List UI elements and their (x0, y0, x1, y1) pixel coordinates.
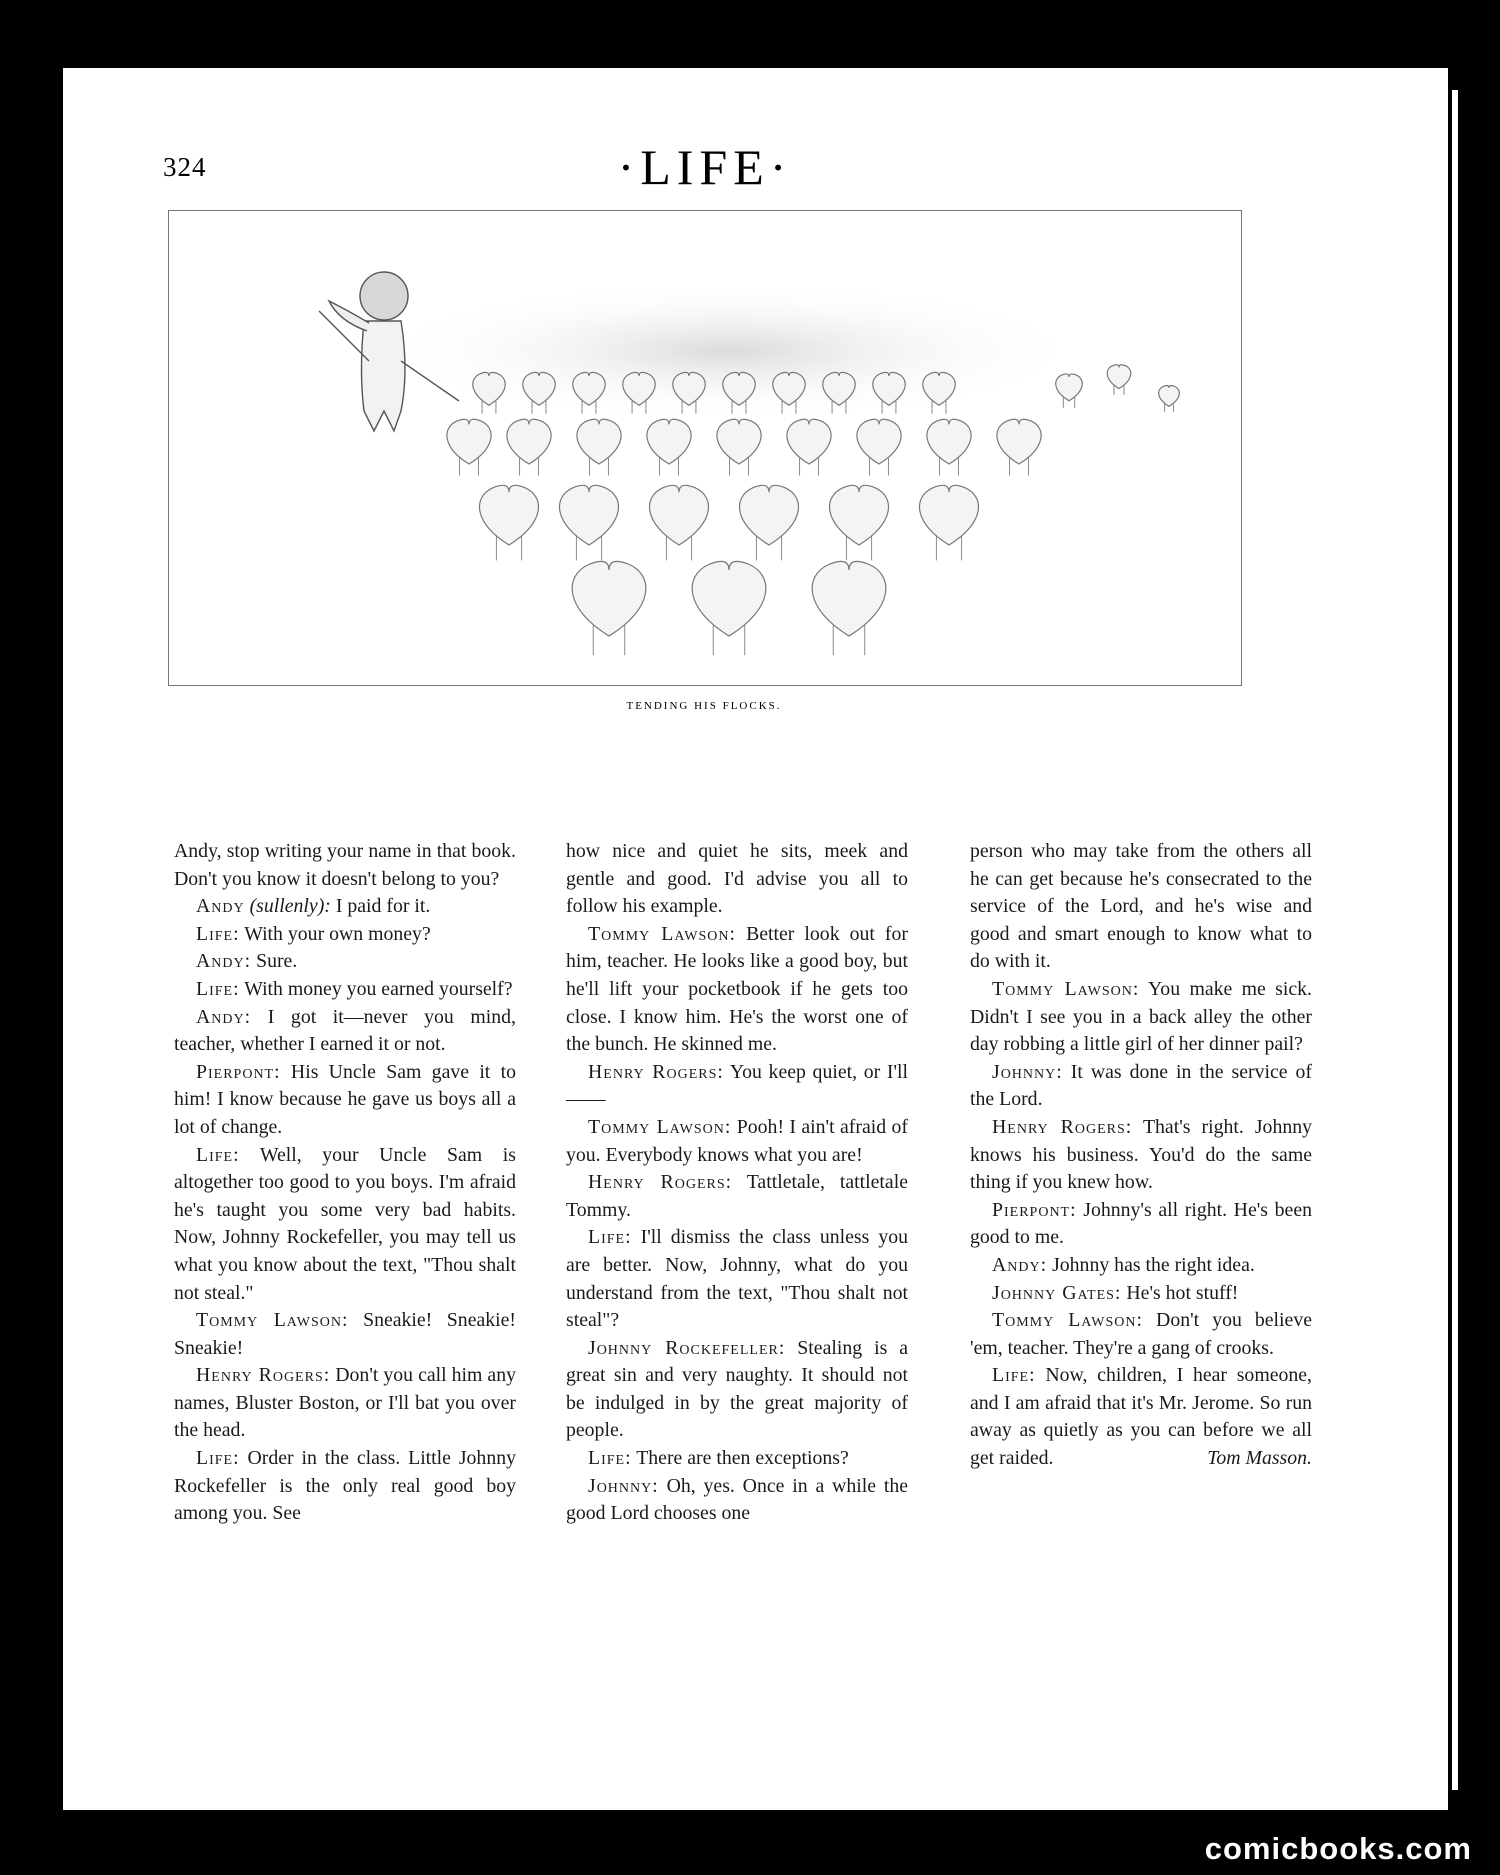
dialogue-text: Well, your Uncle Sam is altogether too good to you boys. I'm afraid he's taught you some very bad habits. Now, Johnny Rockefeller, you may tell us what you know about the text, "Thou shalt not steal." (174, 1143, 516, 1304)
speaker-name: Tommy Lawson: (992, 1309, 1144, 1332)
dialogue-text: Sure. (256, 950, 298, 973)
dialogue-text: It was done in the service of the Lord. (970, 1060, 1313, 1111)
spade-sheep (1056, 374, 1083, 401)
dialogue-paragraph (566, 1445, 908, 1473)
speaker-name: Johnny Rockefeller: (588, 1336, 786, 1359)
spade-sheep (920, 485, 979, 545)
spade-sheep (1107, 365, 1131, 389)
speaker-name: Johnny: (588, 1474, 659, 1497)
speaker-name: Life: (196, 977, 240, 1000)
speaker-name: Life: (196, 1447, 240, 1470)
illustration-tending-flocks (168, 210, 1242, 686)
dialogue-text: I paid for it. (335, 895, 431, 918)
dialogue-text: His Uncle Sam gave it to him! I know because he gave us boys all a lot of change. (174, 1060, 516, 1138)
dialogue-paragraph (566, 921, 908, 1059)
dialogue-text: Andy, stop writing your name in that book. Don't you know it doesn't belong to you? (174, 840, 516, 890)
spade-sheep (740, 485, 799, 545)
dialogue-paragraph (970, 1362, 1312, 1472)
dialogue-paragraph (970, 1252, 1312, 1280)
spade-sheep (692, 561, 766, 636)
dialogue-text: person who may take from the others all he can get because he's consecrated to the service of the Lord, and he's wise and good and smart enough to know what to do with it. (970, 840, 1312, 973)
speaker-name: Pierpont: (196, 1060, 281, 1083)
author-signature: Tom Masson. (1207, 1447, 1312, 1470)
dialogue-text: I got it—never you mind, teacher, whether I earned it or not. (174, 1005, 516, 1056)
dialogue-paragraph (970, 838, 1312, 976)
spade-sheep (647, 419, 691, 464)
speaker-name: Andy: (196, 1005, 252, 1028)
speaker-name: Life: (196, 922, 240, 945)
dialogue-paragraph (970, 1280, 1312, 1308)
spade-sheep (830, 485, 889, 545)
dialogue-paragraph (566, 1169, 908, 1224)
dialogue-text: You make me sick. Didn't I see you in a back alley the other day robbing a little girl of her dinner pail? (970, 977, 1312, 1056)
speaker-name: Tommy Lawson: (588, 1115, 732, 1138)
speaker-name: Andy (196, 895, 245, 918)
speaker-name: Life: (588, 1447, 632, 1470)
dialogue-text: There are then exceptions? (636, 1447, 849, 1470)
speaker-name: Johnny: (992, 1060, 1063, 1083)
dialogue-paragraph (174, 1004, 516, 1059)
spade-sheep (857, 419, 901, 464)
spade-sheep (787, 419, 831, 464)
dialogue-text: Now, children, I hear someone, and I am afraid that it's Mr. Jerome. So run away as quietly as you can before we all get raided. (970, 1364, 1312, 1470)
dialogue-text: Better look out for him, teacher. He looks like a good boy, but he'll lift your pocketbook if he gets too close. I know him. He's the worst one of the bunch. He skinned me. (566, 922, 908, 1056)
article-column-2 (566, 838, 908, 1528)
dialogue-text: Johnny's all right. He's been good to me. (970, 1198, 1312, 1249)
speaker-name: Andy: (196, 950, 252, 973)
speaker-name: Tommy Lawson: (588, 922, 737, 945)
dialogue-paragraph (970, 976, 1312, 1059)
page-number: 324 (163, 152, 207, 182)
dialogue-paragraph (566, 1224, 908, 1334)
page-spine (1452, 90, 1458, 1790)
speaker-name: Henry Rogers: (588, 1171, 733, 1194)
speaker-name: Tommy Lawson: (992, 977, 1140, 1000)
speaker-name: Life: (196, 1143, 240, 1166)
spade-sheep (572, 561, 646, 636)
dialogue-text: Pooh! I ain't afraid of you. Everybody knows what you are! (566, 1115, 908, 1166)
speaker-name: Tommy Lawson: (196, 1309, 349, 1332)
dialogue-paragraph (566, 1335, 908, 1445)
dialogue-text: Order in the class. Little Johnny Rockefeller is the only real good boy among you. See (174, 1447, 516, 1525)
speaker-name: Henry Rogers: (196, 1364, 331, 1387)
dialogue-paragraph (566, 1473, 908, 1528)
dialogue-paragraph (174, 893, 516, 921)
article-column-3 (970, 838, 1312, 1473)
stage-direction: (sullenly): (249, 895, 331, 918)
hazy-sky (369, 281, 1089, 421)
dialogue-paragraph (174, 838, 516, 893)
dialogue-text: how nice and quiet he sits, meek and gentle and good. I'd advise you all to follow his example. (566, 840, 908, 918)
spade-sheep (1159, 386, 1180, 407)
speaker-name: Henry Rogers: (588, 1060, 724, 1083)
dialogue-text: Tattletale, tattletale Tommy. (566, 1171, 908, 1221)
speaker-name: Andy: (992, 1253, 1048, 1276)
dialogue-text: Don't you call him any names, Bluster Boston, or I'll bat you over the head. (174, 1364, 516, 1442)
dialogue-paragraph (566, 838, 908, 921)
illustration-caption: TENDING HIS FLOCKS. (626, 700, 782, 712)
dialogue-paragraph (566, 1114, 908, 1169)
article-columns (174, 838, 1320, 1658)
dialogue-paragraph (174, 921, 516, 949)
dialogue-paragraph (566, 1059, 908, 1114)
dialogue-paragraph (174, 1362, 516, 1445)
speaker-name: Pierpont: (992, 1198, 1077, 1221)
spade-sheep (577, 419, 621, 464)
spade-sheep (650, 485, 709, 545)
dialogue-text: That's right. Johnny knows his business. You'd do the same thing if you knew how. (970, 1115, 1313, 1194)
spade-sheep (507, 419, 551, 464)
dialogue-paragraph (174, 1445, 516, 1528)
speaker-name: Life: (588, 1226, 632, 1249)
dialogue-paragraph (970, 1114, 1312, 1197)
dialogue-text: Oh, yes. Once in a while the good Lord chooses one (566, 1474, 908, 1525)
speaker-name: Life: (992, 1364, 1036, 1387)
spade-sheep (480, 485, 539, 545)
spade-sheep (812, 561, 886, 636)
dialogue-text: With your own money? (244, 922, 431, 945)
speaker-name: Henry Rogers: (992, 1115, 1133, 1138)
dialogue-text: Stealing is a great sin and very naughty. It should not be indulged in by the great majority of people. (566, 1336, 908, 1442)
masthead-title: ·LIFE· (617, 139, 793, 195)
dialogue-paragraph (174, 1307, 516, 1362)
dialogue-paragraph (174, 1142, 516, 1308)
flock-drawing (169, 211, 1241, 685)
spade-sheep (927, 419, 971, 464)
dialogue-text: I'll dismiss the class unless you are better. Now, Johnny, what do you understand from the text, "Thou shalt not steal"? (566, 1226, 908, 1332)
dialogue-paragraph (174, 948, 516, 976)
spade-sheep (447, 419, 491, 464)
dialogue-text: He's hot stuff! (1126, 1281, 1239, 1304)
dialogue-paragraph (970, 1059, 1312, 1114)
spade-sheep (717, 419, 761, 464)
dialogue-paragraph (174, 1059, 516, 1142)
dialogue-text: Johnny has the right idea. (1052, 1253, 1255, 1276)
dialogue-text: You keep quiet, or I'll—— (566, 1060, 909, 1111)
site-watermark: comicbooks.com (1204, 1831, 1472, 1866)
dialogue-paragraph (970, 1307, 1312, 1362)
spade-sheep (997, 419, 1041, 464)
dialogue-paragraph (174, 976, 516, 1004)
speaker-name: Johnny Gates: (992, 1281, 1122, 1304)
dialogue-text: With money you earned yourself? (244, 977, 513, 1000)
dialogue-text: Sneakie! Sneakie! Sneakie! (174, 1309, 517, 1359)
dialogue-text: Don't you believe 'em, teacher. They're a gang of crooks. (970, 1309, 1312, 1359)
dialogue-paragraph (970, 1197, 1312, 1252)
article-column-1 (174, 838, 516, 1528)
spade-sheep (560, 485, 619, 545)
